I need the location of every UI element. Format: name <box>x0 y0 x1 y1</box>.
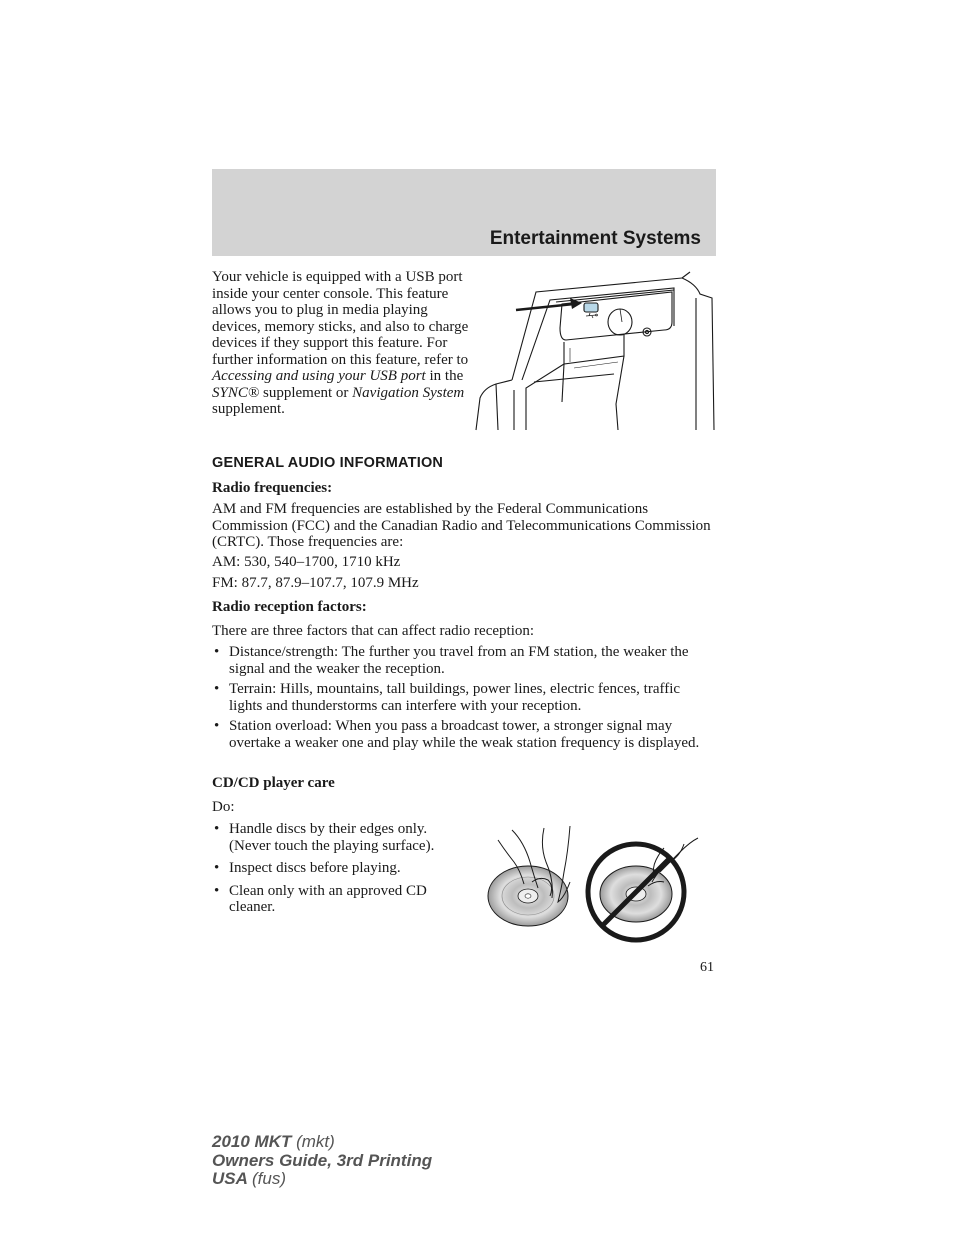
list-item-text: Station overload: When you pass a broadcast tower, a stronger signal may overtake a weaker one and play while the weak station frequency is displayed. <box>229 718 700 751</box>
navigation-system-reference: Navigation System <box>352 384 465 401</box>
bullet: • <box>214 860 220 876</box>
usb-intro-text: Your vehicle is equipped with a USB port inside your center console. This feature allows you to plug in media playing devices, memory sticks, and also to charge devices if they support this feature. For further information on this feature, refer to <box>212 269 469 368</box>
footer-region: USA <box>212 1169 248 1188</box>
usb-reference-link: Accessing and using your USB port <box>212 368 426 384</box>
list-item <box>212 860 462 877</box>
list-item <box>212 681 716 714</box>
cd-handling-illustration <box>484 822 706 944</box>
registered-mark: ® <box>247 384 260 401</box>
list-item <box>212 883 462 916</box>
radio-frequencies-text: AM and FM frequencies are established by the Federal Communications Commission (FCC) and the Canadian Radio and Telecommunications Commission (CRTC). Those frequencies are: <box>212 501 711 550</box>
cd-care-list <box>212 821 462 916</box>
sync-name <box>212 385 259 401</box>
am-frequencies: AM: 530, 540–1700, 1710 kHz <box>212 554 401 570</box>
bullet: • <box>214 681 220 697</box>
list-item <box>212 821 462 854</box>
list-item-text: Distance/strength: The further you travel from an FM station, the weaker the signal and the weaker the reception. <box>229 644 689 677</box>
section-title: Entertainment Systems <box>489 228 701 249</box>
footer-guide-line: Owners Guide, 3rd Printing <box>212 1150 433 1170</box>
usb-supplement-end-text: supplement. <box>212 401 285 417</box>
reception-factors-list <box>212 644 716 751</box>
footer-region-line <box>212 1170 432 1189</box>
usb-symbol-icon <box>586 313 597 318</box>
bullet: • <box>214 718 220 734</box>
footer-region-code: (fus) <box>252 1169 286 1188</box>
footer-model: 2010 MKT <box>212 1132 292 1151</box>
general-audio-heading: GENERAL AUDIO INFORMATION <box>212 455 444 471</box>
radio-frequencies-heading: Radio frequencies: <box>212 480 333 496</box>
usb-port-paragraph <box>212 269 470 418</box>
bullet: • <box>214 644 220 660</box>
list-item-text: Clean only with an approved CD cleaner. <box>229 882 427 915</box>
footer-model-code: (mkt) <box>296 1132 335 1151</box>
cd-correct-handling <box>488 826 570 926</box>
cd-incorrect-handling <box>588 838 698 940</box>
cd-care-heading: CD/CD player care <box>212 775 335 791</box>
list-item <box>212 718 716 751</box>
usb-supplement-or-text: supplement or <box>263 384 349 401</box>
section-header-band <box>212 169 716 256</box>
list-item <box>212 644 716 677</box>
reception-factors-intro: There are three factors that can affect radio reception: <box>212 623 535 639</box>
bullet: • <box>214 821 220 837</box>
list-item-text: Terrain: Hills, mountains, tall buildings, power lines, electric fences, traffic lights and thunderstorms can interfere with your reception. <box>229 681 681 714</box>
document-footer <box>212 1133 432 1189</box>
page-number: 61 <box>700 960 714 975</box>
reception-factors-heading: Radio reception factors: <box>212 599 367 615</box>
bullet: • <box>214 882 220 899</box>
usb-in-the-text: in the <box>429 368 464 384</box>
sync-text: SYNC <box>212 384 248 401</box>
fm-frequencies: FM: 87.7, 87.9–107.7, 107.9 MHz <box>212 575 419 591</box>
footer-model-line <box>212 1133 432 1152</box>
usb-port-console-illustration <box>474 270 718 432</box>
cd-care-do-label: Do: <box>212 799 235 815</box>
list-item-text: Inspect discs before playing. <box>229 860 401 876</box>
list-item-text: Handle discs by their edges only. (Never touch the playing surface). <box>229 821 435 854</box>
